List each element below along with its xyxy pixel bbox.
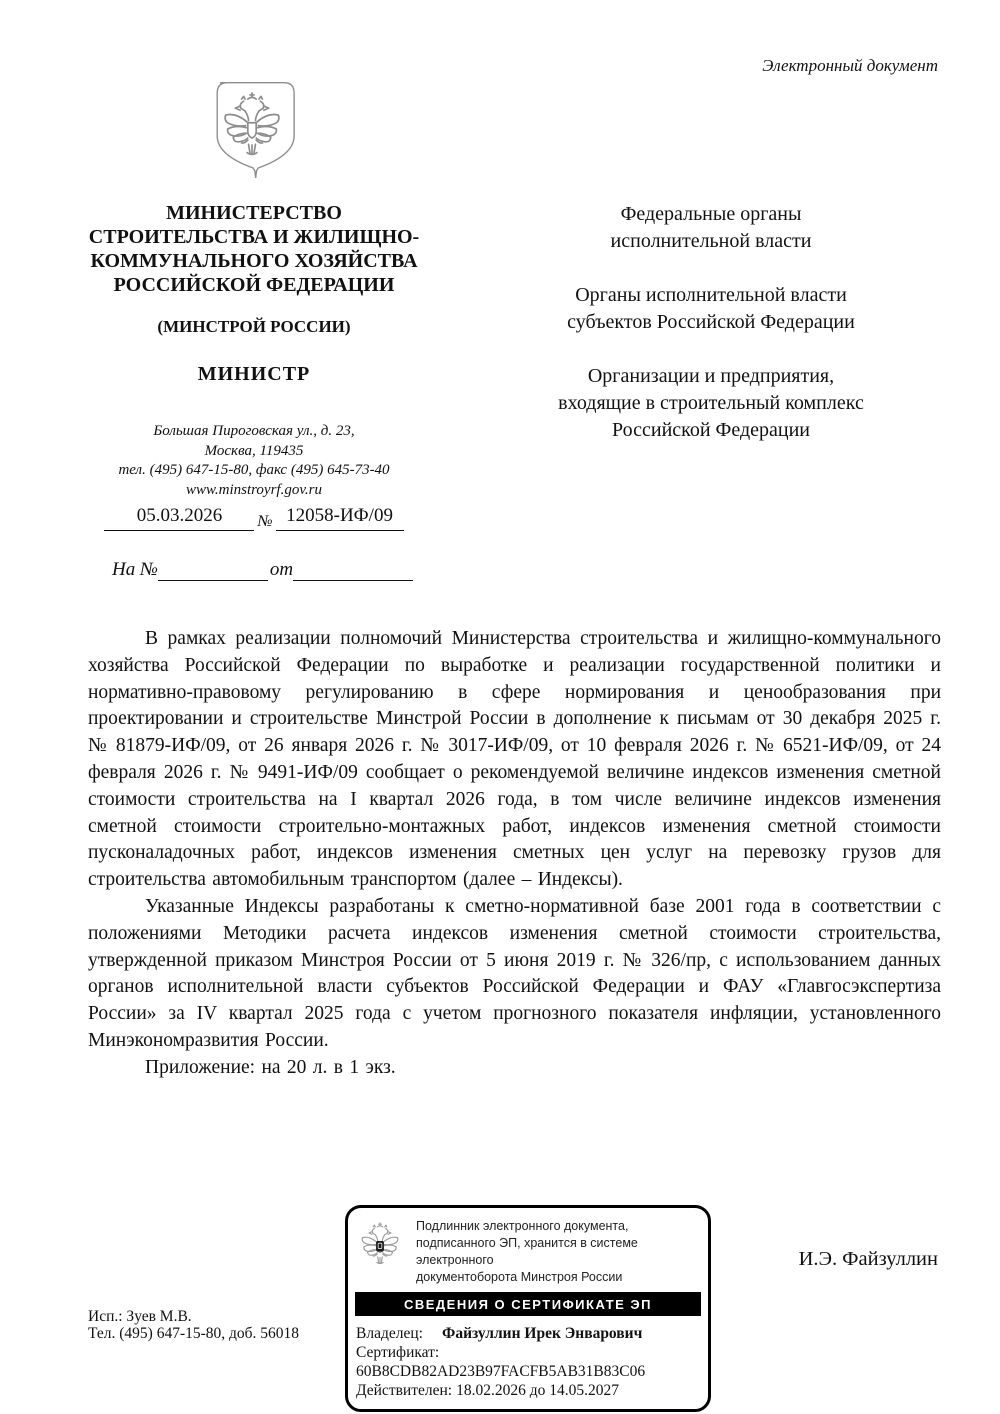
electronic-document-label: Электронный документ: [762, 56, 938, 75]
address-line: Москва, 119435: [204, 442, 304, 459]
address-block: [70, 422, 438, 500]
number-sign: №: [257, 513, 273, 530]
body-paragraph-1: В рамках реализации полномочий Министерства строительства и жилищно-коммунального хозяйства Российской Федерации по выработке и реализации государственной политики и нормативно-правовому регулированию в сфере нормирования и ценообразования при проектировании и строительстве Минстрой России в дополнение к письмам от 30 декабря 2025 г. № 81879-ИФ/09, от 26 января 2026 г. № 3017-ИФ/09, от 10 февраля 2026 г. № 6521-ИФ/09, от 24 февраля 2026 г. № 9491-ИФ/09 сообщает о рекомендуемой величине индексов изменения сметной стоимости строительства на I квартал 2026 года, в том числе величине индексов изменения сметной стоимости строительно-монтажных работ, индексов изменения сметной стоимости пусконаладочных работ, индексов изменения сметных цен услуг на перевозку грузов для строительства автомобильным транспортом (далее – Индексы).: [88, 628, 941, 891]
address-line: Большая Пироговская ул., д. 23,: [153, 423, 355, 439]
stamp-header: [348, 1208, 708, 1289]
reply-label: На №: [112, 559, 158, 580]
ministry-title-line: КОММУНАЛЬНОГО ХОЗЯЙСТВА: [90, 250, 418, 272]
stamp-owner-row: [356, 1324, 698, 1343]
ministry-title-line: РОССИЙСКОЙ ФЕДЕРАЦИИ: [113, 274, 395, 296]
stamp-eagle-icon: [357, 1216, 403, 1272]
ministry-title-line: МИНИСТЕРСТВО: [166, 202, 342, 224]
sender-block: [70, 201, 438, 581]
recipient-line: Российской Федерации: [611, 419, 811, 441]
stamp-cert-row: [356, 1343, 698, 1381]
reply-reference-row: [112, 558, 438, 581]
cert-value: 60B8CDB82AD23B97FACFB5AB31B83C06: [356, 1363, 646, 1380]
stamp-valid-row: [356, 1381, 698, 1400]
valid-label: Действителен:: [356, 1382, 453, 1399]
recipient-line: Организации и предприятия,: [587, 365, 835, 387]
letter-number: 12058-ИФ/09: [276, 505, 404, 531]
website: www.minstroyrf.gov.ru: [186, 481, 322, 498]
owner-name: Файзуллин Ирек Энварович: [442, 1325, 643, 1342]
executor-line: Исп.: Зуев М.В.: [88, 1308, 192, 1325]
stamp-origin-text: [416, 1215, 700, 1286]
recipient-line: исполнительной власти: [610, 230, 812, 252]
recipient-line: Федеральные органы: [620, 203, 802, 225]
recipient-line: субъектов Российской Федерации: [567, 311, 855, 333]
recipient-group-regional: [488, 282, 934, 336]
valid-value: 18.02.2026 до 14.05.2027: [456, 1382, 619, 1399]
reference-row: [70, 505, 438, 531]
attachment-note: Приложение: на 20 л. в 1 экз.: [145, 1056, 396, 1078]
letter-date: 05.03.2026: [104, 505, 254, 531]
address-line: тел. (495) 647-15-80, факс (495) 645-73-40: [118, 462, 390, 478]
recipient-line: Органы исполнительной власти: [575, 284, 847, 306]
ministry-title-line: СТРОИТЕЛЬСТВА И ЖИЛИЩНО-: [88, 226, 420, 248]
stamp-certificate-bar: СВЕДЕНИЯ О СЕРТИФИКАТЕ ЭП: [355, 1292, 701, 1316]
recipient-group-federal: [488, 201, 934, 255]
executor-info: [88, 1309, 299, 1342]
body-paragraph-2: Указанные Индексы разработаны к сметно-нормативной базе 2001 года в соответствии с положениями Методики расчета индексов изменения сметной стоимости строительства, утвержденной приказом Минстроя России от 5 июня 2019 г. № 326/пр, с использованием данных органов исполнительной власти субъектов Российской Федерации и ФАУ «Главгосэкспертиза России» за IV квартал 2025 года с учетом прогнозного показателя инфляции, установленного Минэкономразвития России.: [88, 895, 941, 1051]
recipients-block: [488, 201, 934, 444]
coat-of-arms-icon: [206, 80, 298, 188]
e-signature-stamp: [345, 1205, 711, 1412]
reply-number-blank: [158, 558, 268, 581]
recipient-line: входящие в строительный комплекс: [558, 392, 864, 414]
reply-date-blank: [293, 558, 413, 581]
stamp-origin-line: подписанного ЭП, хранится в системе электронного: [416, 1236, 638, 1267]
cert-label: Сертификат:: [356, 1344, 440, 1361]
ministry-short-name: (МИНСТРОЙ РОССИИ): [157, 317, 351, 336]
executor-phone-line: Тел. (495) 647-15-80, доб. 56018: [88, 1324, 300, 1342]
stamp-origin-line: документоборота Минстроя России: [416, 1270, 623, 1284]
stamp-certificate-details: [348, 1316, 708, 1409]
ministry-title: [70, 201, 438, 297]
owner-label: Владелец:: [356, 1325, 423, 1342]
reply-from-label: от: [269, 559, 294, 580]
stamp-origin-line: Подлинник электронного документа,: [416, 1219, 629, 1233]
minister-position: МИНИСТР: [197, 363, 311, 385]
letter-body: [88, 626, 941, 1082]
signature-name: И.Э. Файзуллин: [798, 1248, 938, 1270]
recipient-group-organizations: [488, 363, 934, 444]
